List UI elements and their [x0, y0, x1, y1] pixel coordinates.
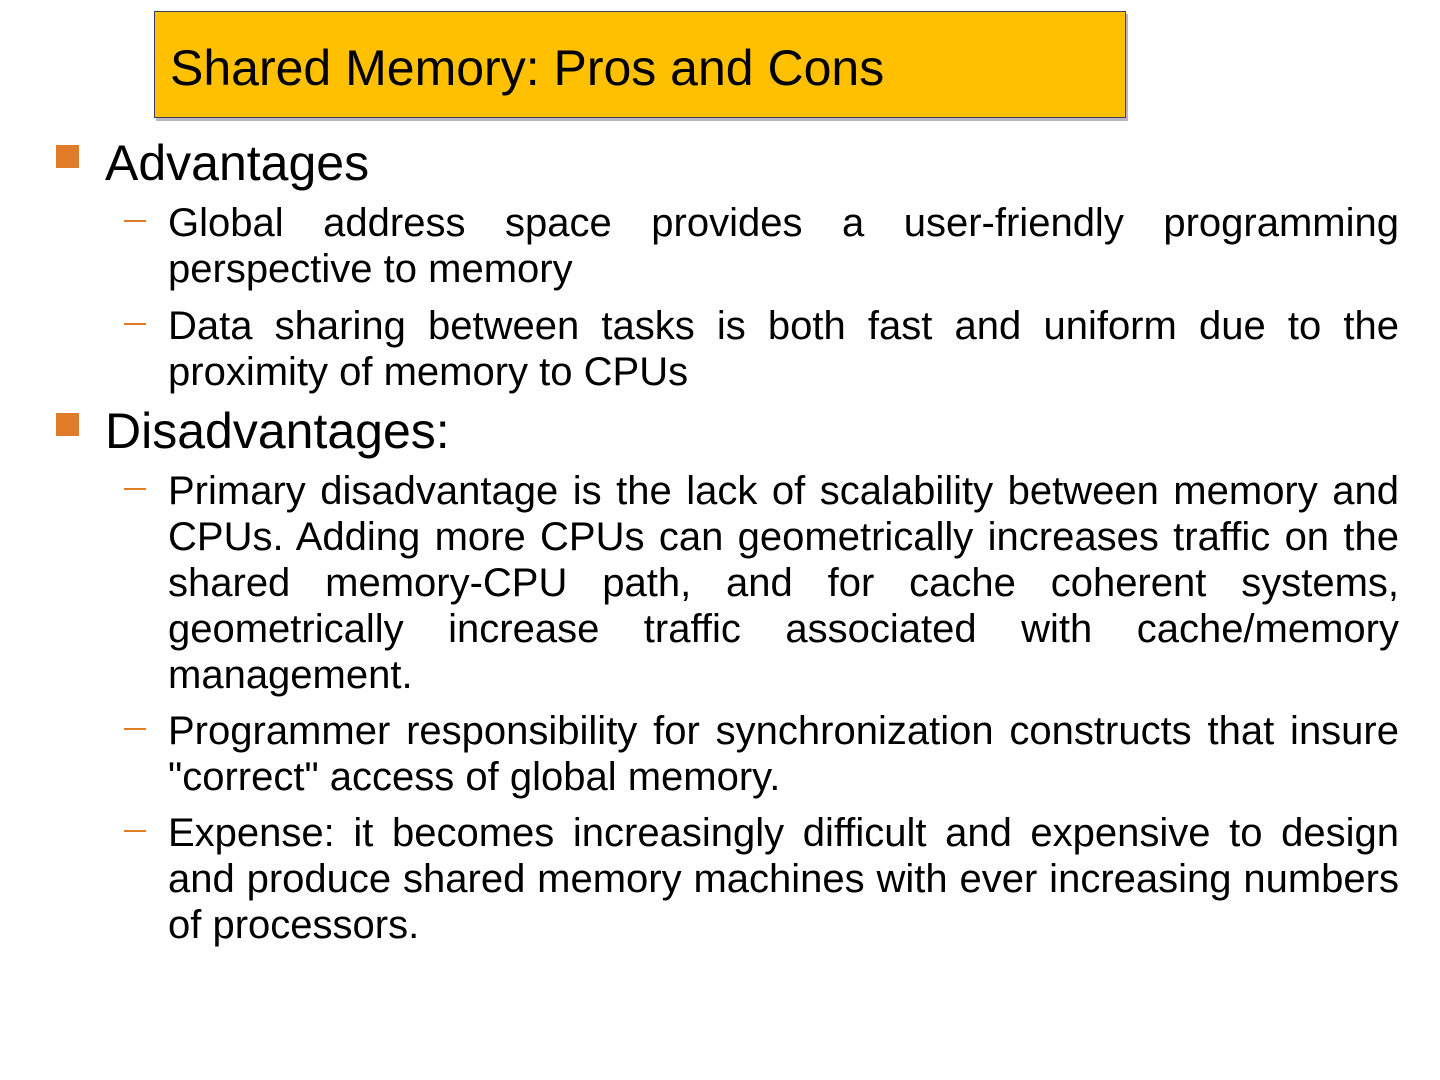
slide-title: Shared Memory: Pros and Cons [170, 40, 885, 96]
dash-bullet-icon [124, 323, 146, 325]
slide-title-box [154, 11, 1126, 118]
square-bullet-icon [56, 145, 79, 168]
dash-bullet-icon [124, 220, 146, 222]
list-item-text: Primary disadvantage is the lack of scalability between memory and CPUs. Adding more CPUs can geometrically increases traffic on the shared memory-CPU path, and for cache coherent systems, geometrically increase traffic associated with cache/memory management. [168, 469, 1399, 697]
list-item-text: Global address space provides a user-friendly programming perspective to memory [168, 201, 1399, 291]
dash-bullet-icon [124, 728, 146, 730]
dash-bullet-icon [124, 488, 146, 490]
section-heading: Advantages [105, 135, 370, 191]
list-item-text: Expense: it becomes increasingly difficult and expensive to design and produce shared memory machines with ever increasing numbers of processors. [168, 811, 1399, 947]
list-item-text: Data sharing between tasks is both fast and uniform due to the proximity of memory to CPUs [168, 304, 1399, 394]
list-item-text: Programmer responsibility for synchronization constructs that insure "correct" access of global memory. [168, 709, 1399, 799]
square-bullet-icon [56, 413, 79, 436]
dash-bullet-icon [124, 830, 146, 832]
section-heading: Disadvantages: [105, 403, 450, 459]
